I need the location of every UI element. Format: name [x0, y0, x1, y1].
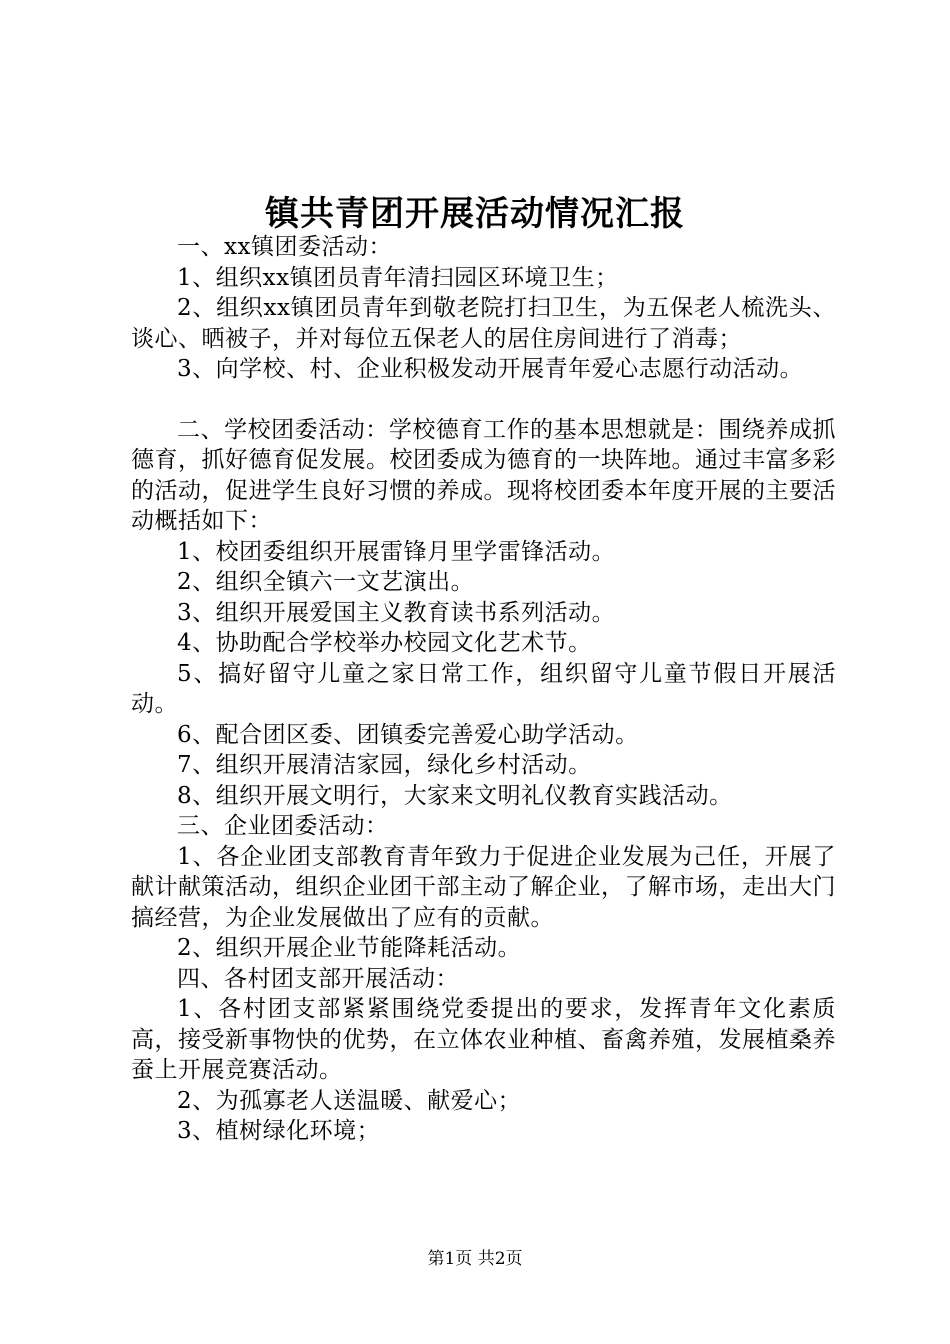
paragraph-section-1-heading: 一、xx镇团委活动： — [177, 234, 392, 260]
paragraph-item: 8、组织开展文明行，大家来文明礼仪教育实践活动。 — [177, 782, 733, 809]
paragraph-item: 6、配合团区委、团镇委完善爱心助学活动。 — [177, 721, 639, 748]
document-title: 镇共青团开展活动情况汇报 — [265, 194, 685, 234]
paragraph-item: 2、组织xx镇团员青年到敬老院打扫卫生，为五保老人梳洗头、谈心、晒被子，并对每位五保老人的居住房间进行了消毒； — [131, 295, 836, 352]
paragraph-spacer — [131, 385, 836, 415]
paragraph-item: 3、向学校、村、企业积极发动开展青年爱心志愿行动活动。 — [177, 356, 804, 382]
paragraph-section-4-heading: 四、各村团支部开展活动： — [177, 965, 459, 992]
document-body — [131, 232, 836, 1147]
paragraph-item: 2、组织全镇六一文艺演出。 — [177, 569, 475, 595]
paragraph-item: 5、搞好留守儿童之家日常工作，组织留守儿童节假日开展活动。 — [131, 660, 836, 717]
paragraph-item: 1、各村团支部紧紧围绕党委提出的要求，发挥青年文化素质高，接受新事物快的优势，在立体农业种植、畜禽养殖，发展植桑养蚕上开展竞赛活动。 — [131, 996, 836, 1083]
paragraph-item: 3、组织开展爱国主义教育读书系列活动。 — [177, 599, 616, 626]
paragraph-item: 1、组织xx镇团员青年清扫园区环境卫生； — [177, 264, 619, 291]
paragraph-item: 2、组织开展企业节能降耗活动。 — [177, 935, 522, 961]
paragraph-item: 2、为孤寡老人送温暖、献爱心； — [177, 1087, 522, 1114]
paragraph-section-3-heading: 三、企业团委活动： — [177, 813, 389, 839]
paragraph-item: 1、各企业团支部教育青年致力于促进企业发展为己任，开展了献计献策活动，组织企业团干部主动了解企业，了解市场，走出大门搞经营，为企业发展做出了应有的贡献。 — [131, 843, 836, 931]
paragraph-item: 3、植树绿化环境； — [177, 1118, 381, 1144]
paragraph-item: 1、校团委组织开展雷锋月里学雷锋活动。 — [177, 538, 616, 565]
paragraph-item: 4、协助配合学校举办校园文化艺术节。 — [177, 630, 592, 656]
paragraph-item: 7、组织开展清洁家园，绿化乡村活动。 — [177, 752, 592, 778]
paragraph-section-2-heading: 二、学校团委活动：学校德育工作的基本思想就是：围绕养成抓德育，抓好德育促发展。校团委成为德育的一块阵地。通过丰富多彩的活动，促进学生良好习惯的养成。现将校团委本年度开展的主要活动概括如下： — [131, 416, 836, 534]
page-number-footer: 第1页 共2页 — [427, 1249, 523, 1269]
